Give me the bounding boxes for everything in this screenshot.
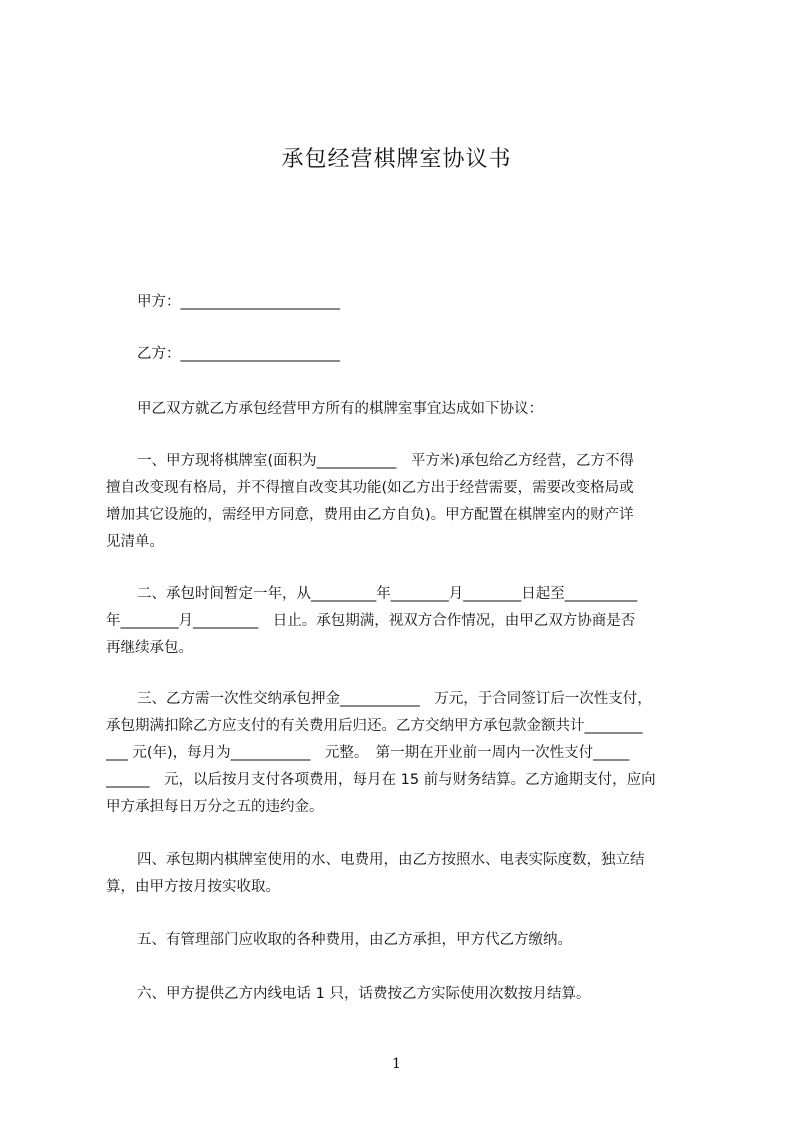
clause-1-line-4: 见清单。 — [106, 534, 164, 550]
document-title: 承包经营棋牌室协议书 — [281, 147, 512, 172]
clause-3-line-4: ______ 元，以后按月支付各项费用，每月在 15 前与财务结算。乙方逾期支付，应向 — [106, 772, 656, 788]
clause-2-line-1: 二、承包时间暂定一年，从_________年________月________日起至__________ — [137, 586, 638, 602]
clause-3-line-5: 甲方承担每日万分之五的违约金。 — [106, 799, 324, 815]
clause-4-line-2: 算，由甲方按月按实收取。 — [106, 879, 280, 895]
clause-3-line-1: 三、乙方需一次性交纳承包押金___________ 万元，于合同签订后一次性支付， — [137, 691, 652, 707]
clause-1-line-1: 一、甲方现将棋牌室(面积为___________ 平方米)承包给乙方经营，乙方不得 — [137, 453, 635, 469]
clause-3-line-3: ___ 元(年)，每月为___________ 元整。 第一期在开业前一周内一次性支付_____ — [106, 745, 630, 761]
clause-6-line-1: 六、甲方提供乙方内线电话 1 只，话费按乙方实际使用次数按月结算。 — [137, 986, 591, 1002]
clause-2-line-3: 再继续承包。 — [106, 640, 193, 656]
clause-4-line-1: 四、承包期内棋牌室使用的水、电费用，由乙方按照水、电表实际度数，独立结 — [137, 852, 645, 868]
page-number: 1 — [392, 1056, 401, 1072]
party-b-line: 乙方：______________________ — [137, 346, 340, 362]
clause-2-line-2: 年________月_________ 日止。承包期满，视双方合作情况，由甲乙双方协商是否 — [106, 613, 636, 629]
clause-5-line-1: 五、有管理部门应收取的各种费用，由乙方承担，甲方代乙方缴纳。 — [137, 932, 572, 948]
clause-3-line-2: 承包期满扣除乙方应支付的有关费用后归还。乙方交纳甲方承包款金额共计________ — [106, 718, 643, 734]
clause-1-line-2: 擅自改变现有格局，并不得擅自改变其功能(如乙方出于经营需要，需要改变格局或 — [106, 480, 634, 496]
party-a-line: 甲方：______________________ — [137, 294, 340, 310]
clause-1-line-3: 增加其它设施的，需经甲方同意，费用由乙方自负)。甲方配置在棋牌室内的财产详 — [106, 507, 634, 523]
intro-paragraph: 甲乙双方就乙方承包经营甲方所有的棋牌室事宜达成如下协议： — [137, 401, 543, 417]
